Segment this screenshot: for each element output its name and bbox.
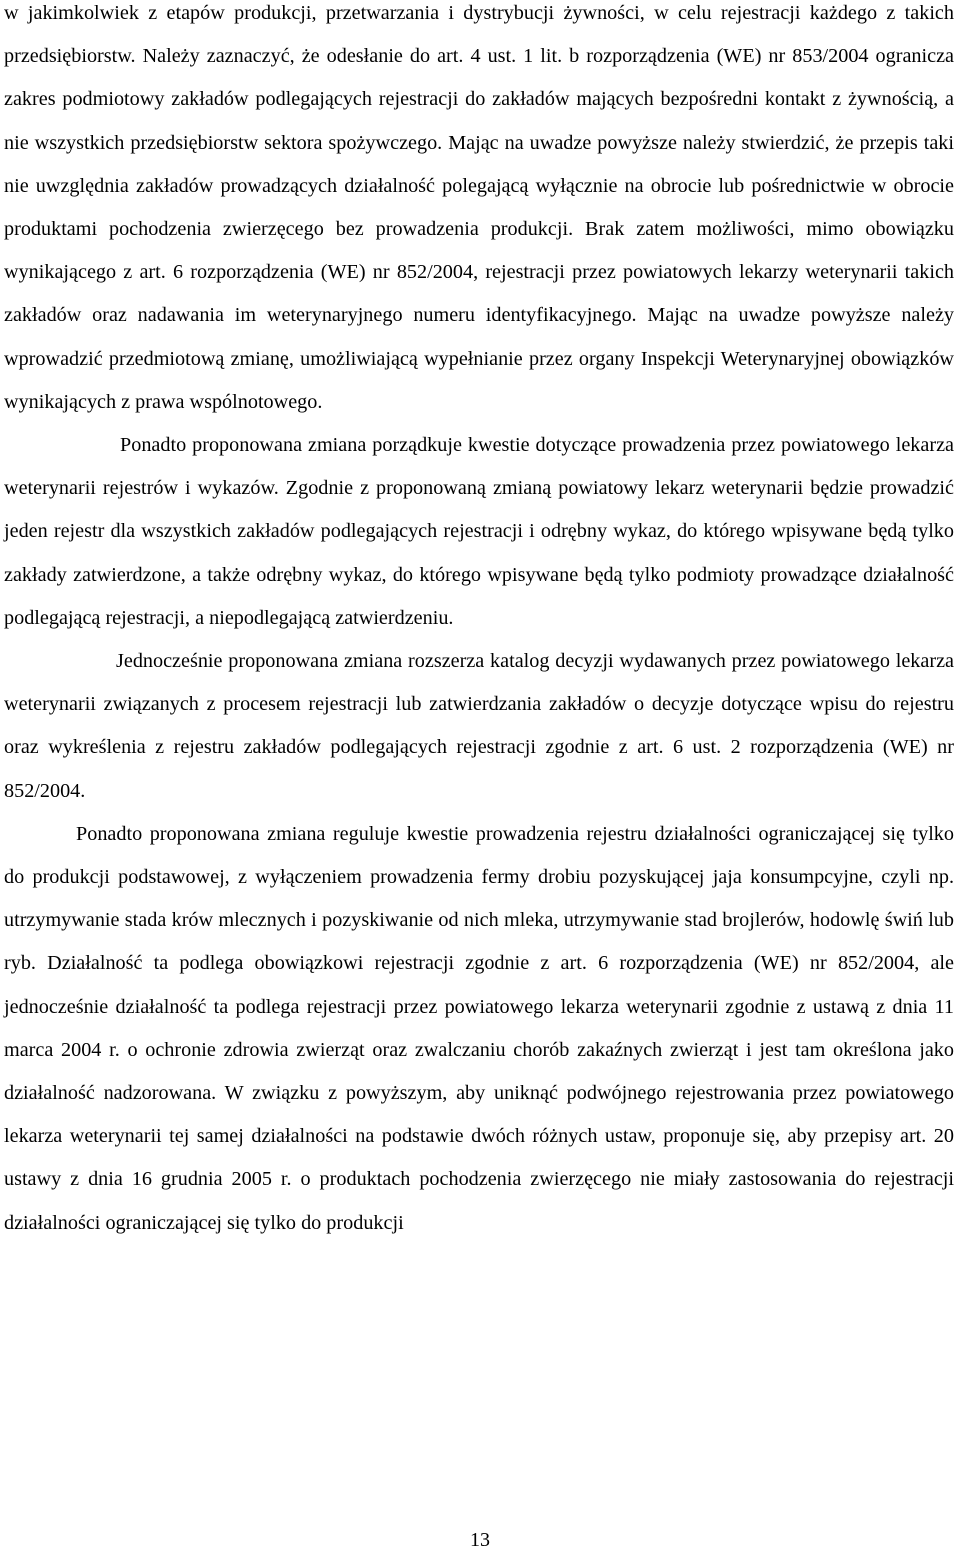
paragraph-decision-catalog: Jednocześnie proponowana zmiana rozszerza katalog decyzji wydawanych przez powiatowego lekarza weterynarii związanych z procesem rejestracji lub zatwierdzania zakładów o decyzje dotyczące wpisu do rejestru oraz wykreślenia z rejestru zakładów podlegających rejestracji zgodnie z art. 6 ust. 2 rozporządzenia (WE) nr 852/2004.: [4, 650, 954, 802]
body-text: [4, 0, 954, 1245]
paragraph-registers-and-lists: Ponadto proponowana zmiana porządkuje kwestie dotyczące prowadzenia przez powiatowego lekarza weterynarii rejestrów i wykazów. Zgodnie z proponowaną zmianą powiatowy lekarz weterynarii będzie prowadzić jeden rejestr dla wszystkich zakładów podlegających rejestracji i odrębny wykaz, do którego wpisywane będą tylko zakłady zatwierdzone, a także odrębny wykaz, do którego wpisywane będą tylko podmioty prowadzące działalność podlegającą rejestracji, a niepodlegającą zatwierdzeniu.: [4, 434, 954, 629]
paragraph-primary-production: Ponadto proponowana zmiana reguluje kwestie prowadzenia rejestru działalności ograniczającej się tylko do produkcji podstawowej, z wyłączeniem prowadzenia fermy drobiu pozyskującej jaja konsumpcyjne, czyli np. utrzymywanie stada krów mlecznych i pozyskiwanie od nich mleka, utrzymywanie stad brojlerów, hodowlę świń lub ryb. Działalność ta podlega obowiązkowi rejestracji zgodnie z art. 6 rozporządzenia (WE) nr 852/2004, ale jednocześnie działalność ta podlega rejestracji przez powiatowego lekarza weterynarii zgodnie z ustawą z dnia 11 marca 2004 r. o ochronie zdrowia zwierząt oraz zwalczaniu chorób zakaźnych zwierząt i jest tam określona jako działalność nadzorowana. W związku z powyższym, aby uniknąć podwójnego rejestrowania przez powiatowego lekarza weterynarii tej samej działalności na podstawie dwóch różnych ustaw, proponuje się, aby przepisy art. 20 ustawy z dnia 16 grudnia 2005 r. o produktach pochodzenia zwierzęcego nie miały zastosowania do rejestracji działalności ograniczającej się tylko do produkcji: [4, 822, 954, 1234]
page-number: 13: [470, 1529, 490, 1551]
paragraph-registration-scope: w jakimkolwiek z etapów produkcji, przetwarzania i dystrybucji żywności, w celu rejestracji każdego z takich przedsiębiorstw. Należy zaznaczyć, że odesłanie do art. 4 ust. 1 lit. b rozporządzenia (WE) nr 853/2004 ogranicza zakres podmiotowy zakładów podlegających rejestracji do zakładów mających bezpośredni kontakt z żywnością, a nie wszystkich przedsiębiorstw sektora spożywczego. Mając na uwadze powyższe należy stwierdzić, że przepis taki nie uwzględnia zakładów prowadzących działalność polegającą wyłącznie na obrocie lub pośrednictwie w obrocie produktami pochodzenia zwierzęcego bez prowadzenia produkcji. Brak zatem możliwości, mimo obowiązku wynikającego z art. 6 rozporządzenia (WE) nr 852/2004, rejestracji przez powiatowych lekarzy weterynarii takich zakładów oraz nadawania im weterynaryjnego numeru identyfikacyjnego. Mając na uwadze powyższe należy wprowadzić przedmiotową zmianę, umożliwiającą wypełnianie przez organy Inspekcji Weterynaryjnej obowiązków wynikających z prawa wspólnotowego.: [4, 2, 954, 413]
